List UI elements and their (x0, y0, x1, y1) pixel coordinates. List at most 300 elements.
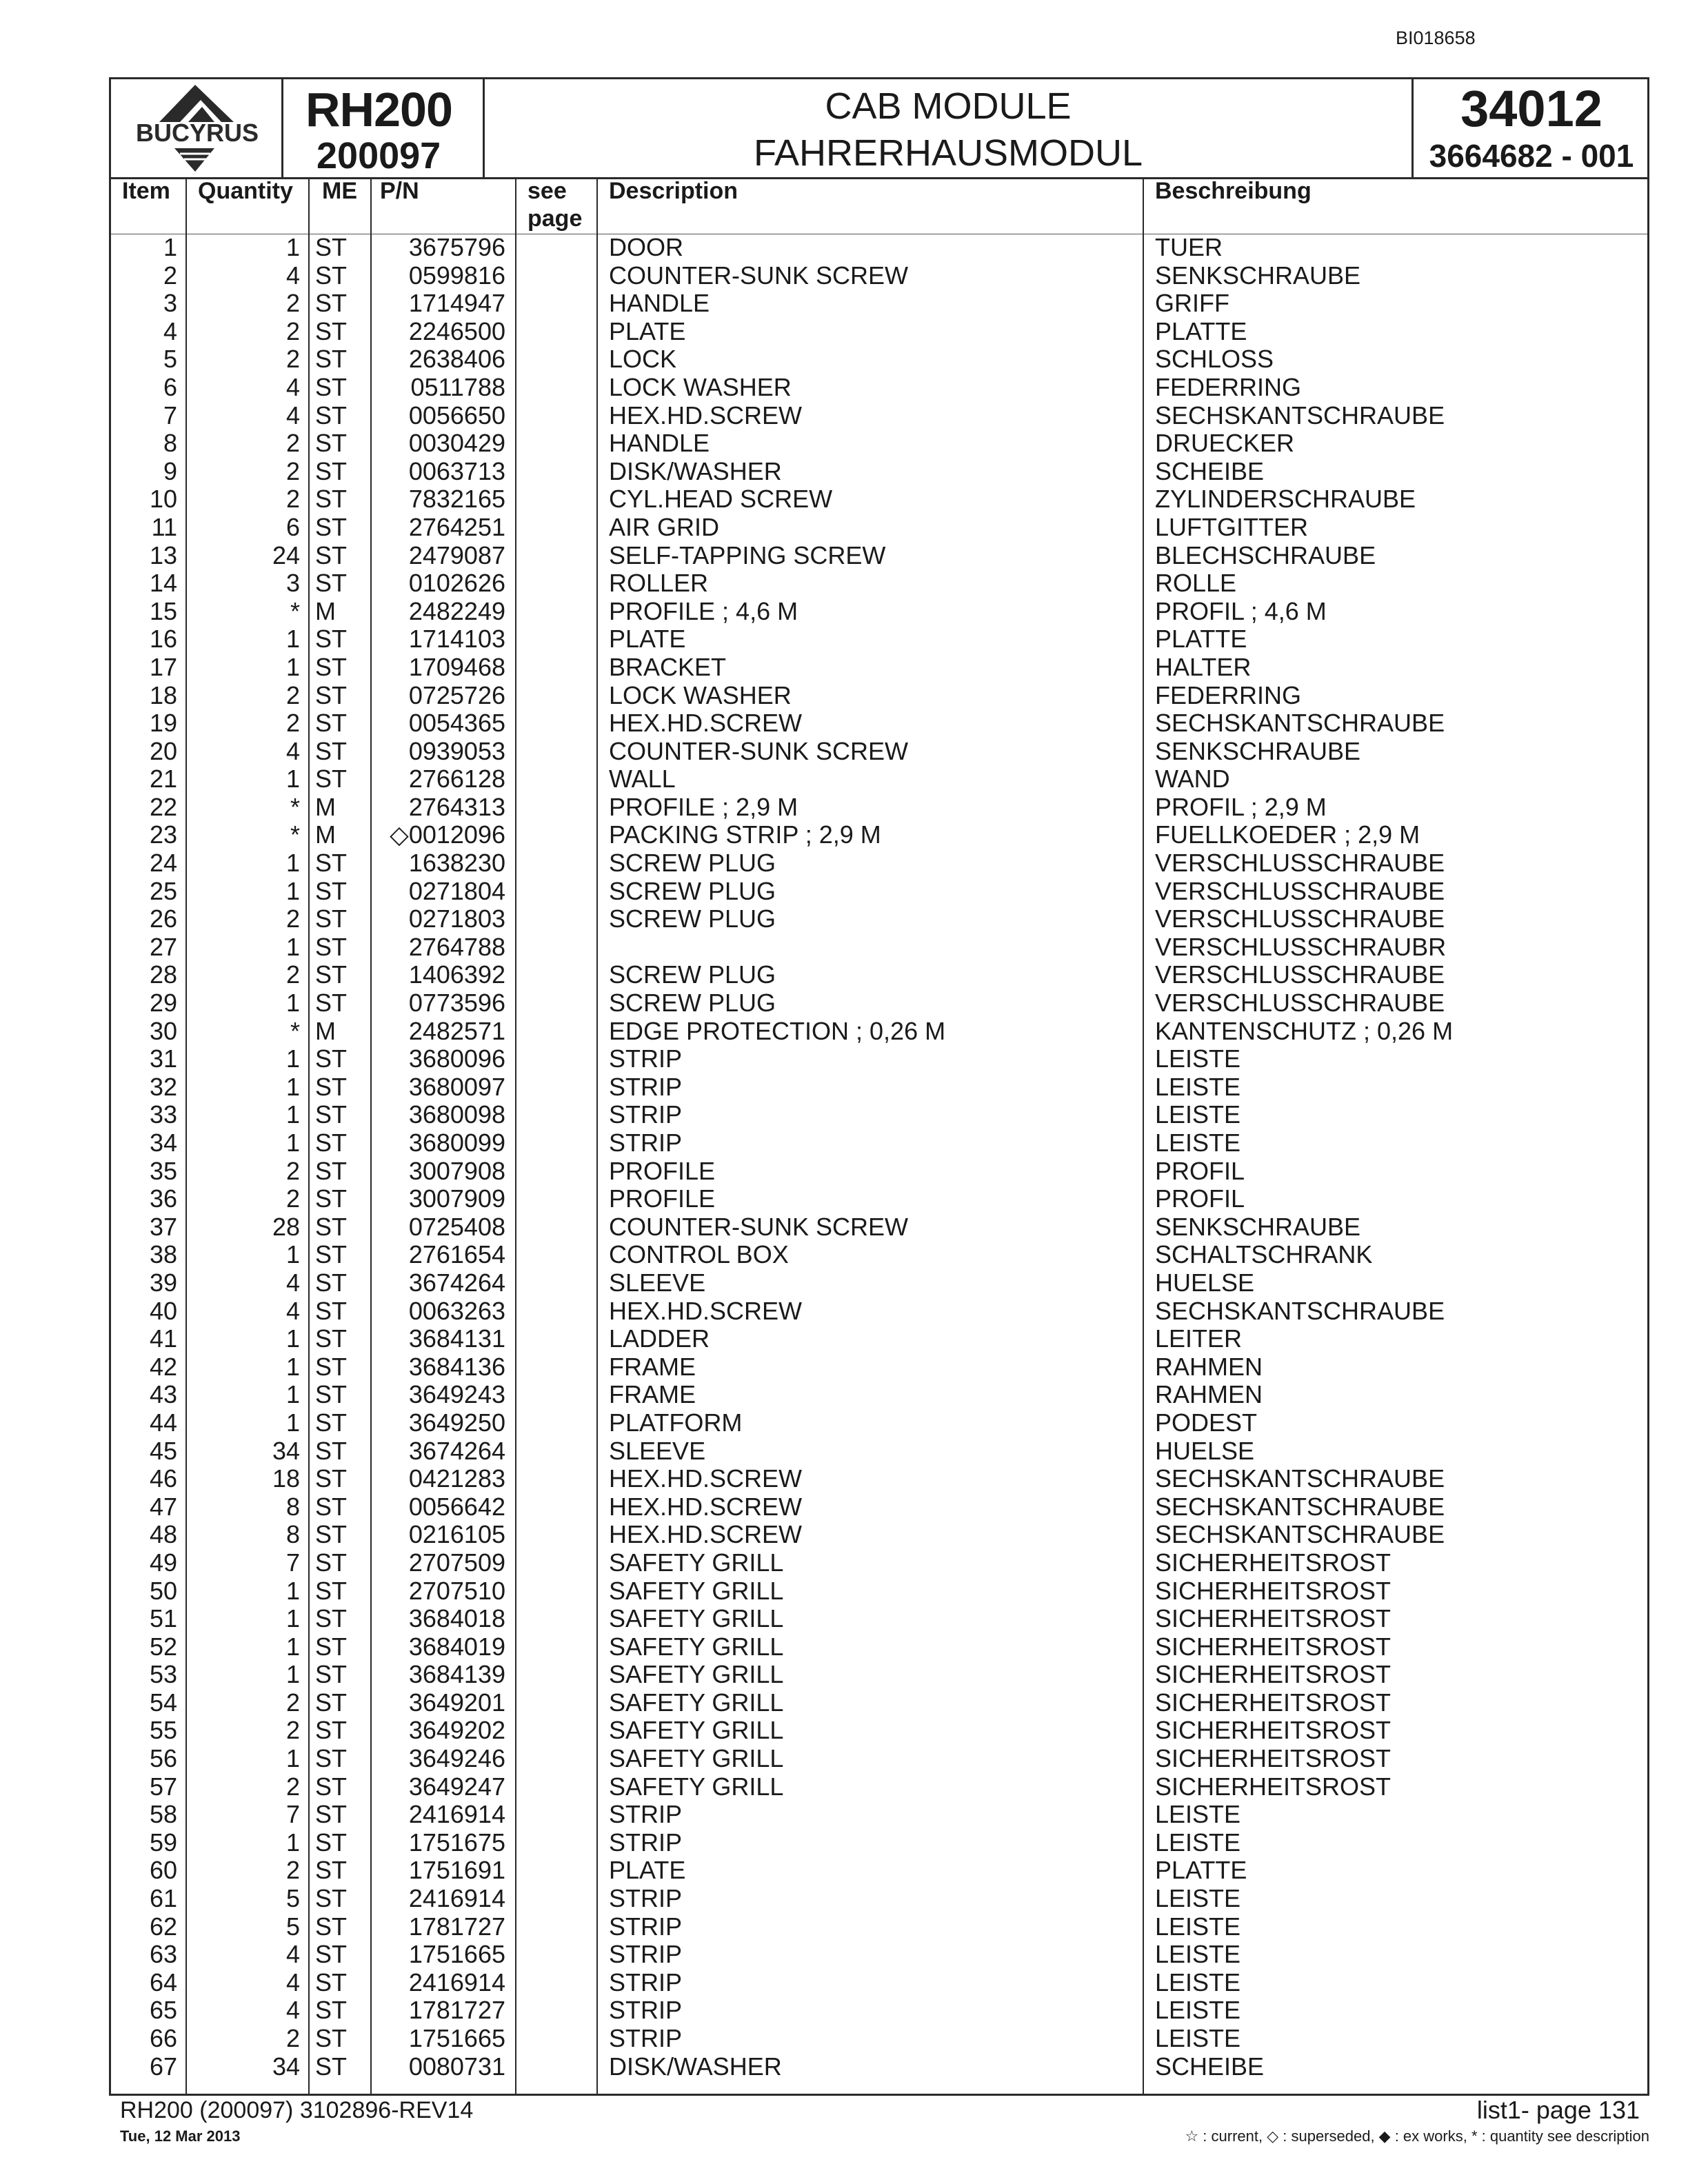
title-german: FAHRERHAUSMODUL (753, 132, 1143, 174)
cell-unit: ST (315, 289, 348, 318)
cell-unit: ST (315, 1772, 348, 1801)
cell-item-number: 41 (149, 1324, 177, 1353)
cell-item-number: 9 (163, 456, 177, 485)
parts-table-body (111, 234, 1647, 2081)
cell-unit: M (315, 792, 336, 821)
cell-part-number: 3649250 (408, 1408, 505, 1437)
cell-quantity: 1 (285, 1744, 300, 1773)
cell-item-number: 21 (149, 765, 177, 793)
cell-beschreibung: FUELLKOEDER ; 2,9 M (1155, 820, 1420, 849)
cell-description: AIR GRID (609, 512, 720, 541)
cell-beschreibung: VERSCHLUSSCHRAUBE (1155, 989, 1445, 1018)
table-row (111, 2025, 1647, 2053)
cell-quantity: * (290, 792, 300, 821)
footer-date: Tue, 12 Mar 2013 (120, 2127, 241, 2145)
cell-beschreibung: PLATTE (1155, 1856, 1247, 1885)
cell-item-number: 53 (149, 1660, 177, 1689)
cell-part-number: 0102626 (408, 569, 505, 598)
cell-item-number: 27 (149, 932, 177, 961)
cell-beschreibung: SICHERHEITSROST (1155, 1660, 1391, 1689)
cell-quantity: 2 (285, 289, 300, 318)
cell-description: SAFETY GRILL (609, 1772, 784, 1801)
cell-beschreibung: KANTENSCHUTZ ; 0,26 M (1155, 1016, 1454, 1045)
cell-beschreibung: HALTER (1155, 652, 1252, 681)
cell-item-number: 36 (149, 1184, 177, 1213)
cell-part-number: 0030429 (408, 429, 505, 458)
bucyrus-logo (111, 79, 283, 177)
cell-part-number: 0056650 (408, 401, 505, 429)
table-row (111, 849, 1647, 878)
cell-beschreibung: PROFIL (1155, 1156, 1245, 1185)
cell-part-number: 0725726 (408, 680, 505, 709)
cell-description: COUNTER-SUNK SCREW (609, 261, 909, 290)
cell-unit: M (315, 596, 336, 625)
cell-quantity: 4 (285, 1268, 300, 1297)
cell-quantity: 8 (285, 1492, 300, 1521)
table-row (111, 1913, 1647, 1941)
cell-beschreibung: ZYLINDERSCHRAUBE (1155, 485, 1416, 514)
cell-unit: ST (315, 512, 348, 541)
cell-item-number: 31 (149, 1044, 177, 1073)
cell-item-number: 50 (149, 1576, 177, 1605)
cell-description: DOOR (609, 233, 683, 261)
cell-unit: ST (315, 904, 348, 933)
cell-item-number: 23 (149, 820, 177, 849)
cell-description: SLEEVE (609, 1436, 706, 1465)
cell-quantity: 7 (285, 1800, 300, 1829)
cell-description: LOCK WASHER (609, 680, 792, 709)
cell-unit: ST (315, 1912, 348, 1941)
cell-part-number: 0056642 (408, 1492, 505, 1521)
cell-part-number: 2482571 (408, 1016, 505, 1045)
cell-description: HANDLE (609, 429, 710, 458)
title-cell (485, 79, 1414, 177)
cell-description: DISK/WASHER (609, 2052, 782, 2081)
cell-part-number: 3684131 (408, 1324, 505, 1353)
cell-unit: ST (315, 429, 348, 458)
cell-quantity: 2 (285, 2024, 300, 2052)
cell-unit: ST (315, 1492, 348, 1521)
cell-beschreibung: FEDERRING (1155, 372, 1302, 401)
logo-text: BUCYRUS (135, 119, 259, 147)
cell-part-number: 1751675 (408, 1828, 505, 1857)
cell-item-number: 52 (149, 1632, 177, 1661)
table-row (111, 1157, 1647, 1186)
cell-description: PLATE (609, 1856, 686, 1885)
cell-quantity: 4 (285, 1296, 300, 1325)
cell-unit: ST (315, 372, 348, 401)
cell-unit: ST (315, 540, 348, 569)
cell-quantity: 2 (285, 1184, 300, 1213)
cell-unit: ST (315, 765, 348, 793)
cell-unit: ST (315, 1156, 348, 1185)
cell-item-number: 2 (163, 261, 177, 290)
cell-quantity: 2 (285, 1156, 300, 1185)
table-row (111, 1409, 1647, 1437)
cell-quantity: 4 (285, 1940, 300, 1969)
table-row (111, 765, 1647, 793)
cell-part-number: 2761654 (408, 1240, 505, 1269)
table-row (111, 821, 1647, 849)
cell-part-number: ◇0012096 (390, 820, 505, 849)
table-row (111, 625, 1647, 654)
cell-unit: ST (315, 1800, 348, 1829)
cell-quantity: 1 (285, 1632, 300, 1661)
cell-beschreibung: SICHERHEITSROST (1155, 1744, 1391, 1773)
table-row (111, 542, 1647, 570)
cell-description: SAFETY GRILL (609, 1632, 784, 1661)
cell-part-number: 2479087 (408, 540, 505, 569)
cell-unit: ST (315, 1968, 348, 1996)
cell-unit: ST (315, 1408, 348, 1437)
cell-item-number: 22 (149, 792, 177, 821)
cell-description: SAFETY GRILL (609, 1688, 784, 1717)
cell-description: STRIP (609, 2024, 683, 2052)
cell-description: SCREW PLUG (609, 876, 776, 905)
cell-description: HEX.HD.SCREW (609, 1492, 803, 1521)
cell-quantity: 1 (285, 849, 300, 878)
table-row (111, 1045, 1647, 1073)
table-row (111, 709, 1647, 738)
cell-quantity: 1 (285, 1604, 300, 1633)
cell-part-number: 3649247 (408, 1772, 505, 1801)
cell-unit: ST (315, 2024, 348, 2052)
cell-quantity: 2 (285, 1716, 300, 1745)
cell-quantity: 4 (285, 736, 300, 765)
footer-reference: RH200 (200097) 3102896-REV14 (120, 2097, 474, 2123)
table-row (111, 429, 1647, 458)
cell-item-number: 34 (149, 1129, 177, 1157)
cell-part-number: 3649243 (408, 1380, 505, 1409)
model-name: RH200 (305, 83, 452, 136)
cell-description: LOCK WASHER (609, 372, 792, 401)
cell-item-number: 48 (149, 1520, 177, 1549)
cell-description: LOCK (609, 345, 677, 374)
cell-item-number: 29 (149, 989, 177, 1018)
cell-beschreibung: HUELSE (1155, 1436, 1255, 1465)
cell-item-number: 58 (149, 1800, 177, 1829)
cell-description: SCREW PLUG (609, 904, 776, 933)
cell-beschreibung: LEITER (1155, 1324, 1243, 1353)
table-row (111, 905, 1647, 933)
cell-item-number: 7 (163, 401, 177, 429)
table-row (111, 290, 1647, 318)
cell-item-number: 15 (149, 596, 177, 625)
cell-part-number: 3649201 (408, 1688, 505, 1717)
cell-description: STRIP (609, 1129, 683, 1157)
cell-beschreibung: SECHSKANTSCHRAUBE (1155, 709, 1445, 738)
cell-beschreibung: LEISTE (1155, 1968, 1241, 1996)
cell-beschreibung: LEISTE (1155, 1996, 1241, 2025)
cell-item-number: 5 (163, 345, 177, 374)
table-row (111, 682, 1647, 710)
cell-part-number: 0271803 (408, 904, 505, 933)
cell-quantity: 8 (285, 1520, 300, 1549)
cell-quantity: 2 (285, 1688, 300, 1717)
cell-unit: ST (315, 1100, 348, 1129)
cell-beschreibung: FEDERRING (1155, 680, 1302, 709)
col-item: Item (122, 178, 170, 204)
cell-unit: ST (315, 233, 348, 261)
cell-beschreibung: SCHALTSCHRANK (1155, 1240, 1373, 1269)
cell-unit: ST (315, 1184, 348, 1213)
cell-unit: ST (315, 1660, 348, 1689)
cell-quantity: 1 (285, 1072, 300, 1101)
sub-number: 3664682 - 001 (1429, 138, 1634, 174)
cell-item-number: 19 (149, 709, 177, 738)
cell-part-number: 1714947 (408, 289, 505, 318)
cell-quantity: 1 (285, 1044, 300, 1073)
cell-unit: ST (315, 1044, 348, 1073)
cell-beschreibung: VERSCHLUSSCHRAUBE (1155, 904, 1445, 933)
cell-part-number: 0773596 (408, 989, 505, 1018)
table-row (111, 1185, 1647, 1213)
cell-unit: ST (315, 989, 348, 1018)
cell-description: FRAME (609, 1352, 696, 1381)
cell-quantity: 2 (285, 429, 300, 458)
cell-item-number: 16 (149, 625, 177, 654)
cell-part-number: 0271804 (408, 876, 505, 905)
table-row (111, 262, 1647, 290)
cell-beschreibung: LEISTE (1155, 1044, 1241, 1073)
cell-item-number: 44 (149, 1408, 177, 1437)
cell-beschreibung: SCHLOSS (1155, 345, 1274, 374)
cell-unit: ST (315, 345, 348, 374)
cell-item-number: 59 (149, 1828, 177, 1857)
table-row (111, 1493, 1647, 1521)
cell-unit: ST (315, 1296, 348, 1325)
cell-beschreibung: SCHEIBE (1155, 2052, 1265, 2081)
cell-item-number: 55 (149, 1716, 177, 1745)
cell-unit: ST (315, 1380, 348, 1409)
cell-part-number: 2246500 (408, 316, 505, 345)
cell-item-number: 37 (149, 1212, 177, 1241)
cell-beschreibung: LEISTE (1155, 1100, 1241, 1129)
table-row (111, 1353, 1647, 1382)
cell-description: STRIP (609, 1828, 683, 1857)
table-row (111, 1269, 1647, 1297)
cell-description: SAFETY GRILL (609, 1716, 784, 1745)
cell-quantity: 3 (285, 569, 300, 598)
cell-description: SCREW PLUG (609, 989, 776, 1018)
table-row (111, 1941, 1647, 1969)
cell-beschreibung: WAND (1155, 765, 1230, 793)
cell-item-number: 65 (149, 1996, 177, 2025)
cell-description: WALL (609, 765, 676, 793)
cell-unit: ST (315, 1604, 348, 1633)
cell-item-number: 35 (149, 1156, 177, 1185)
cell-item-number: 28 (149, 960, 177, 989)
cell-quantity: 2 (285, 316, 300, 345)
cell-part-number: 0063263 (408, 1296, 505, 1325)
cell-description: STRIP (609, 1968, 683, 1996)
cell-quantity: 1 (285, 876, 300, 905)
cell-item-number: 64 (149, 1968, 177, 1996)
cell-beschreibung: VERSCHLUSSCHRAUBR (1155, 932, 1447, 961)
cell-part-number: 2707510 (408, 1576, 505, 1605)
cell-part-number: 0725408 (408, 1212, 505, 1241)
cell-part-number: 0511788 (410, 372, 505, 401)
cell-unit: ST (315, 1464, 348, 1493)
cell-quantity: 1 (285, 1408, 300, 1437)
table-row (111, 1297, 1647, 1326)
cell-unit: ST (315, 876, 348, 905)
cell-item-number: 3 (163, 289, 177, 318)
cell-item-number: 60 (149, 1856, 177, 1885)
table-row (111, 738, 1647, 766)
table-row (111, 878, 1647, 906)
cell-beschreibung: LEISTE (1155, 1129, 1241, 1157)
model-cell (283, 79, 485, 177)
cell-item-number: 14 (149, 569, 177, 598)
cell-description: SAFETY GRILL (609, 1576, 784, 1605)
cell-part-number: 1714103 (408, 625, 505, 654)
cell-unit: ST (315, 736, 348, 765)
cell-quantity: * (290, 596, 300, 625)
column-header-row (111, 177, 1647, 234)
cell-beschreibung: LEISTE (1155, 2024, 1241, 2052)
cell-item-number: 61 (149, 1884, 177, 1913)
table-row (111, 1605, 1647, 1633)
cell-unit: ST (315, 2052, 348, 2081)
cell-item-number: 63 (149, 1940, 177, 1969)
cell-quantity: 4 (285, 401, 300, 429)
cell-quantity: 2 (285, 456, 300, 485)
cell-beschreibung: SECHSKANTSCHRAUBE (1155, 1492, 1445, 1521)
cell-unit: ST (315, 709, 348, 738)
cell-part-number: 3684136 (408, 1352, 505, 1381)
table-row (111, 793, 1647, 822)
cell-quantity: 6 (285, 512, 300, 541)
cell-description: PACKING STRIP ; 2,9 M (609, 820, 881, 849)
cell-quantity: 34 (272, 1436, 300, 1465)
cell-description: PLATE (609, 625, 686, 654)
cell-description: EDGE PROTECTION ; 0,26 M (609, 1016, 946, 1045)
cell-beschreibung: SECHSKANTSCHRAUBE (1155, 1464, 1445, 1493)
cell-beschreibung: PROFIL ; 4,6 M (1155, 596, 1327, 625)
cell-item-number: 18 (149, 680, 177, 709)
cell-quantity: 1 (285, 1129, 300, 1157)
cell-item-number: 32 (149, 1072, 177, 1101)
cell-item-number: 47 (149, 1492, 177, 1521)
cell-part-number: 2416914 (408, 1884, 505, 1913)
cell-item-number: 6 (163, 372, 177, 401)
cell-beschreibung: LEISTE (1155, 1884, 1241, 1913)
col-description: Description (609, 178, 738, 204)
cell-unit: ST (315, 625, 348, 654)
cell-item-number: 38 (149, 1240, 177, 1269)
table-row (111, 402, 1647, 430)
cell-beschreibung: HUELSE (1155, 1268, 1255, 1297)
cell-description: FRAME (609, 1380, 696, 1409)
cell-item-number: 20 (149, 736, 177, 765)
cell-part-number: 3684019 (408, 1632, 505, 1661)
cell-unit: ST (315, 1268, 348, 1297)
cell-item-number: 11 (151, 512, 177, 541)
cell-beschreibung: BLECHSCHRAUBE (1155, 540, 1376, 569)
cell-beschreibung: SICHERHEITSROST (1155, 1772, 1391, 1801)
cell-item-number: 39 (149, 1268, 177, 1297)
table-row (111, 1996, 1647, 2025)
table-row (111, 1969, 1647, 1997)
table-row (111, 1829, 1647, 1857)
cell-beschreibung: ROLLE (1155, 569, 1237, 598)
cell-beschreibung: PLATTE (1155, 625, 1247, 654)
cell-beschreibung: SICHERHEITSROST (1155, 1688, 1391, 1717)
table-row (111, 1661, 1647, 1689)
cell-part-number: 3680098 (408, 1100, 505, 1129)
cell-beschreibung: DRUECKER (1155, 429, 1295, 458)
cell-item-number: 17 (149, 652, 177, 681)
cell-part-number: 3680099 (408, 1129, 505, 1157)
cell-beschreibung: SECHSKANTSCHRAUBE (1155, 1296, 1445, 1325)
table-row (111, 234, 1647, 262)
cell-item-number: 25 (149, 876, 177, 905)
cell-description: COUNTER-SUNK SCREW (609, 1212, 909, 1241)
cell-unit: ST (315, 1212, 348, 1241)
cell-quantity: 1 (285, 1352, 300, 1381)
cell-description: PROFILE (609, 1184, 716, 1213)
cell-description: CYL.HEAD SCREW (609, 485, 833, 514)
cell-quantity: 5 (285, 1912, 300, 1941)
cell-item-number: 49 (149, 1548, 177, 1577)
cell-description: PROFILE (609, 1156, 716, 1185)
col-quantity: Quantity (198, 178, 293, 204)
cell-beschreibung: SICHERHEITSROST (1155, 1632, 1391, 1661)
cell-unit: M (315, 820, 336, 849)
cell-part-number: 1751665 (408, 2024, 505, 2052)
cell-description: STRIP (609, 1072, 683, 1101)
cell-quantity: 2 (285, 960, 300, 989)
cell-quantity: 5 (285, 1884, 300, 1913)
cell-beschreibung: PLATTE (1155, 316, 1247, 345)
cell-quantity: 2 (285, 680, 300, 709)
table-row (111, 1213, 1647, 1242)
cell-quantity: 2 (285, 345, 300, 374)
cell-description: PROFILE ; 4,6 M (609, 596, 798, 625)
cell-part-number: 1781727 (408, 1996, 505, 2025)
cell-quantity: 1 (285, 765, 300, 793)
cell-beschreibung: SECHSKANTSCHRAUBE (1155, 401, 1445, 429)
cell-part-number: 2764251 (408, 512, 505, 541)
cell-beschreibung: GRIFF (1155, 289, 1229, 318)
cell-unit: ST (315, 1716, 348, 1745)
footer-page-number: list1- page 131 (1476, 2096, 1640, 2124)
table-row (111, 1129, 1647, 1157)
cell-unit: ST (315, 456, 348, 485)
cell-unit: ST (315, 849, 348, 878)
cell-description: HEX.HD.SCREW (609, 709, 803, 738)
table-row (111, 1437, 1647, 1466)
cell-quantity: 1 (285, 1660, 300, 1689)
cell-description: SAFETY GRILL (609, 1604, 784, 1633)
cell-part-number: 3007908 (408, 1156, 505, 1185)
cell-quantity: 4 (285, 1968, 300, 1996)
cell-unit: M (315, 1016, 336, 1045)
cell-part-number: 0080731 (408, 2052, 505, 2081)
cell-unit: ST (315, 1632, 348, 1661)
cell-quantity: 1 (285, 1100, 300, 1129)
cell-quantity: 1 (285, 1324, 300, 1353)
cell-description: PLATE (609, 316, 686, 345)
cell-part-number: 1638230 (408, 849, 505, 878)
cell-beschreibung: RAHMEN (1155, 1352, 1263, 1381)
cell-unit: ST (315, 261, 348, 290)
table-row (111, 1073, 1647, 1102)
cell-beschreibung: LEISTE (1155, 1940, 1241, 1969)
col-me: ME (322, 178, 357, 204)
document-id: BI018658 (1396, 28, 1476, 48)
